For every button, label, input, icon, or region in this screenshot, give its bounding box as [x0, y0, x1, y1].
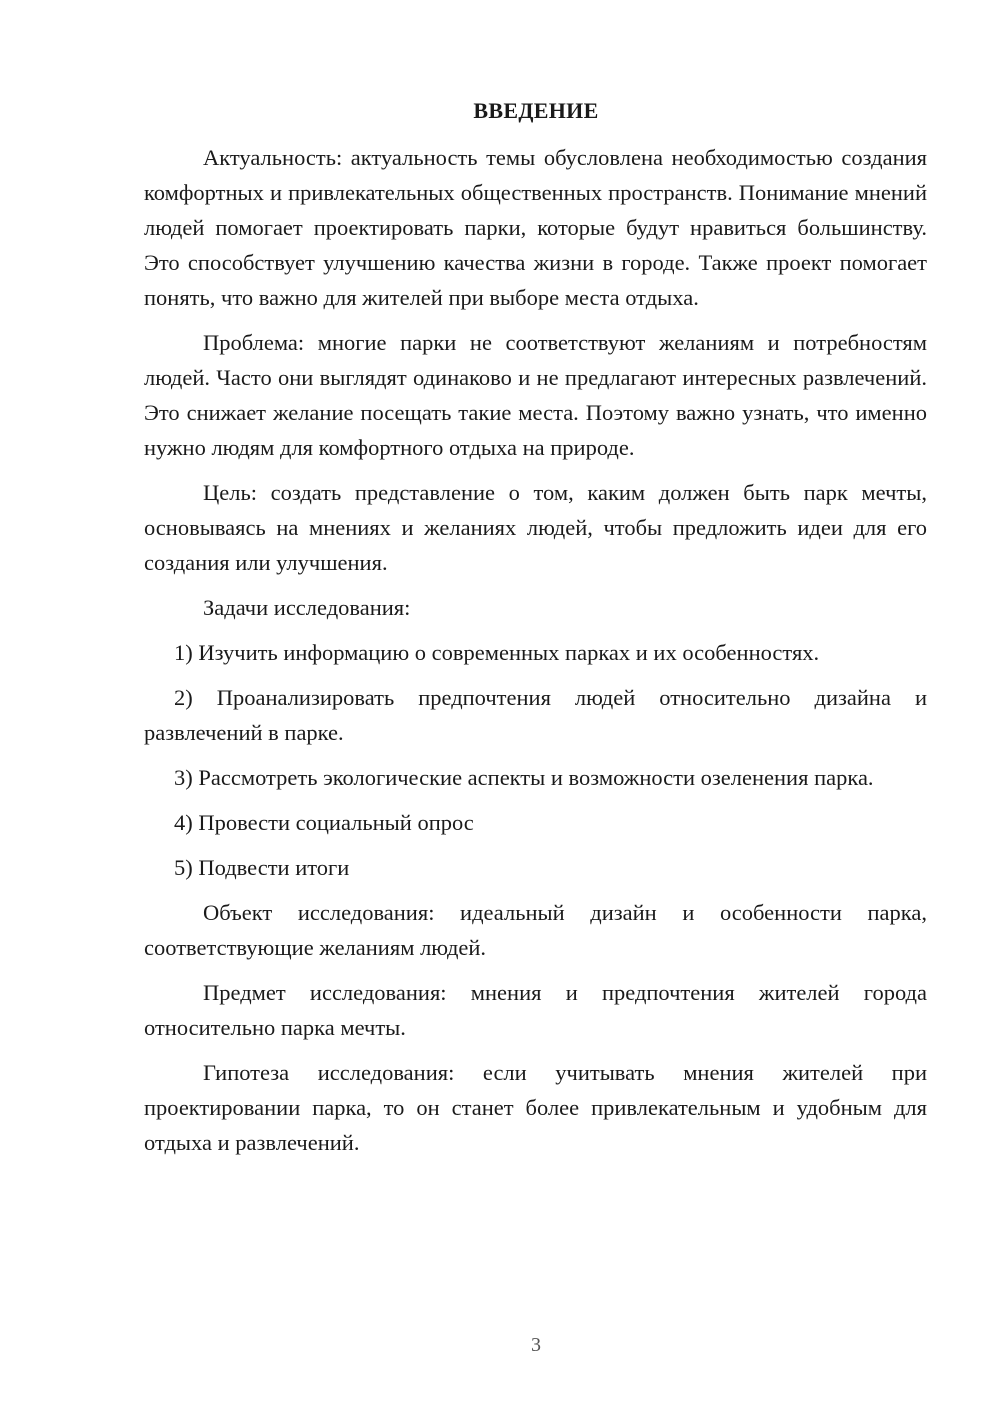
- paragraph-goal: Цель: создать представление о том, каким должен быть парк мечты, основываясь на мнениях и желаниях людей, чтобы предложить идеи для его создания или улучшения.: [144, 480, 927, 575]
- paragraph-hypothesis: Гипотеза исследования: если учитывать мнения жителей при проектировании парка, то он станет более привлекательным и удобным для отдыха и развлечений.: [144, 1060, 927, 1155]
- section-heading: ВВЕДЕНИЕ: [473, 98, 599, 123]
- paragraph-object: Объект исследования: идеальный дизайн и особенности парка, соответствующие желаниям людей.: [144, 900, 927, 960]
- paragraph-tasks-heading: Задачи исследования:: [203, 595, 411, 620]
- list-item-task-3: 3) Рассмотреть экологические аспекты и возможности озеленения парка.: [174, 765, 874, 790]
- list-item-task-1: 1) Изучить информацию о современных парках и их особенностях.: [174, 640, 820, 665]
- paragraph-subject: Предмет исследования: мнения и предпочтения жителей города относительно парка мечты.: [144, 980, 927, 1040]
- document-body: [144, 140, 927, 1170]
- list-item-task-5: 5) Подвести итоги: [174, 855, 350, 880]
- paragraph-relevance: Актуальность: актуальность темы обусловлена необходимостью создания комфортных и привлекательных общественных пространств. Понимание мнений людей помогает проектировать парки, которые будут нравиться большинству. Это способствует улучшению качества жизни в городе. Также проект помогает понять, что важно для жителей при выборе места отдыха.: [144, 145, 927, 310]
- list-item-task-2: 2) Проанализировать предпочтения людей относительно дизайна и развлечений в парке.: [144, 685, 927, 745]
- list-item-task-4: 4) Провести социальный опрос: [174, 810, 474, 835]
- paragraph-problem: Проблема: многие парки не соответствуют желаниям и потребностям людей. Часто они выглядят одинаково и не предлагают интересных развлечений. Это снижает желание посещать такие места. Поэтому важно узнать, что именно нужно людям для комфортного отдыха на природе.: [144, 330, 927, 460]
- page-number: 3: [531, 1334, 541, 1356]
